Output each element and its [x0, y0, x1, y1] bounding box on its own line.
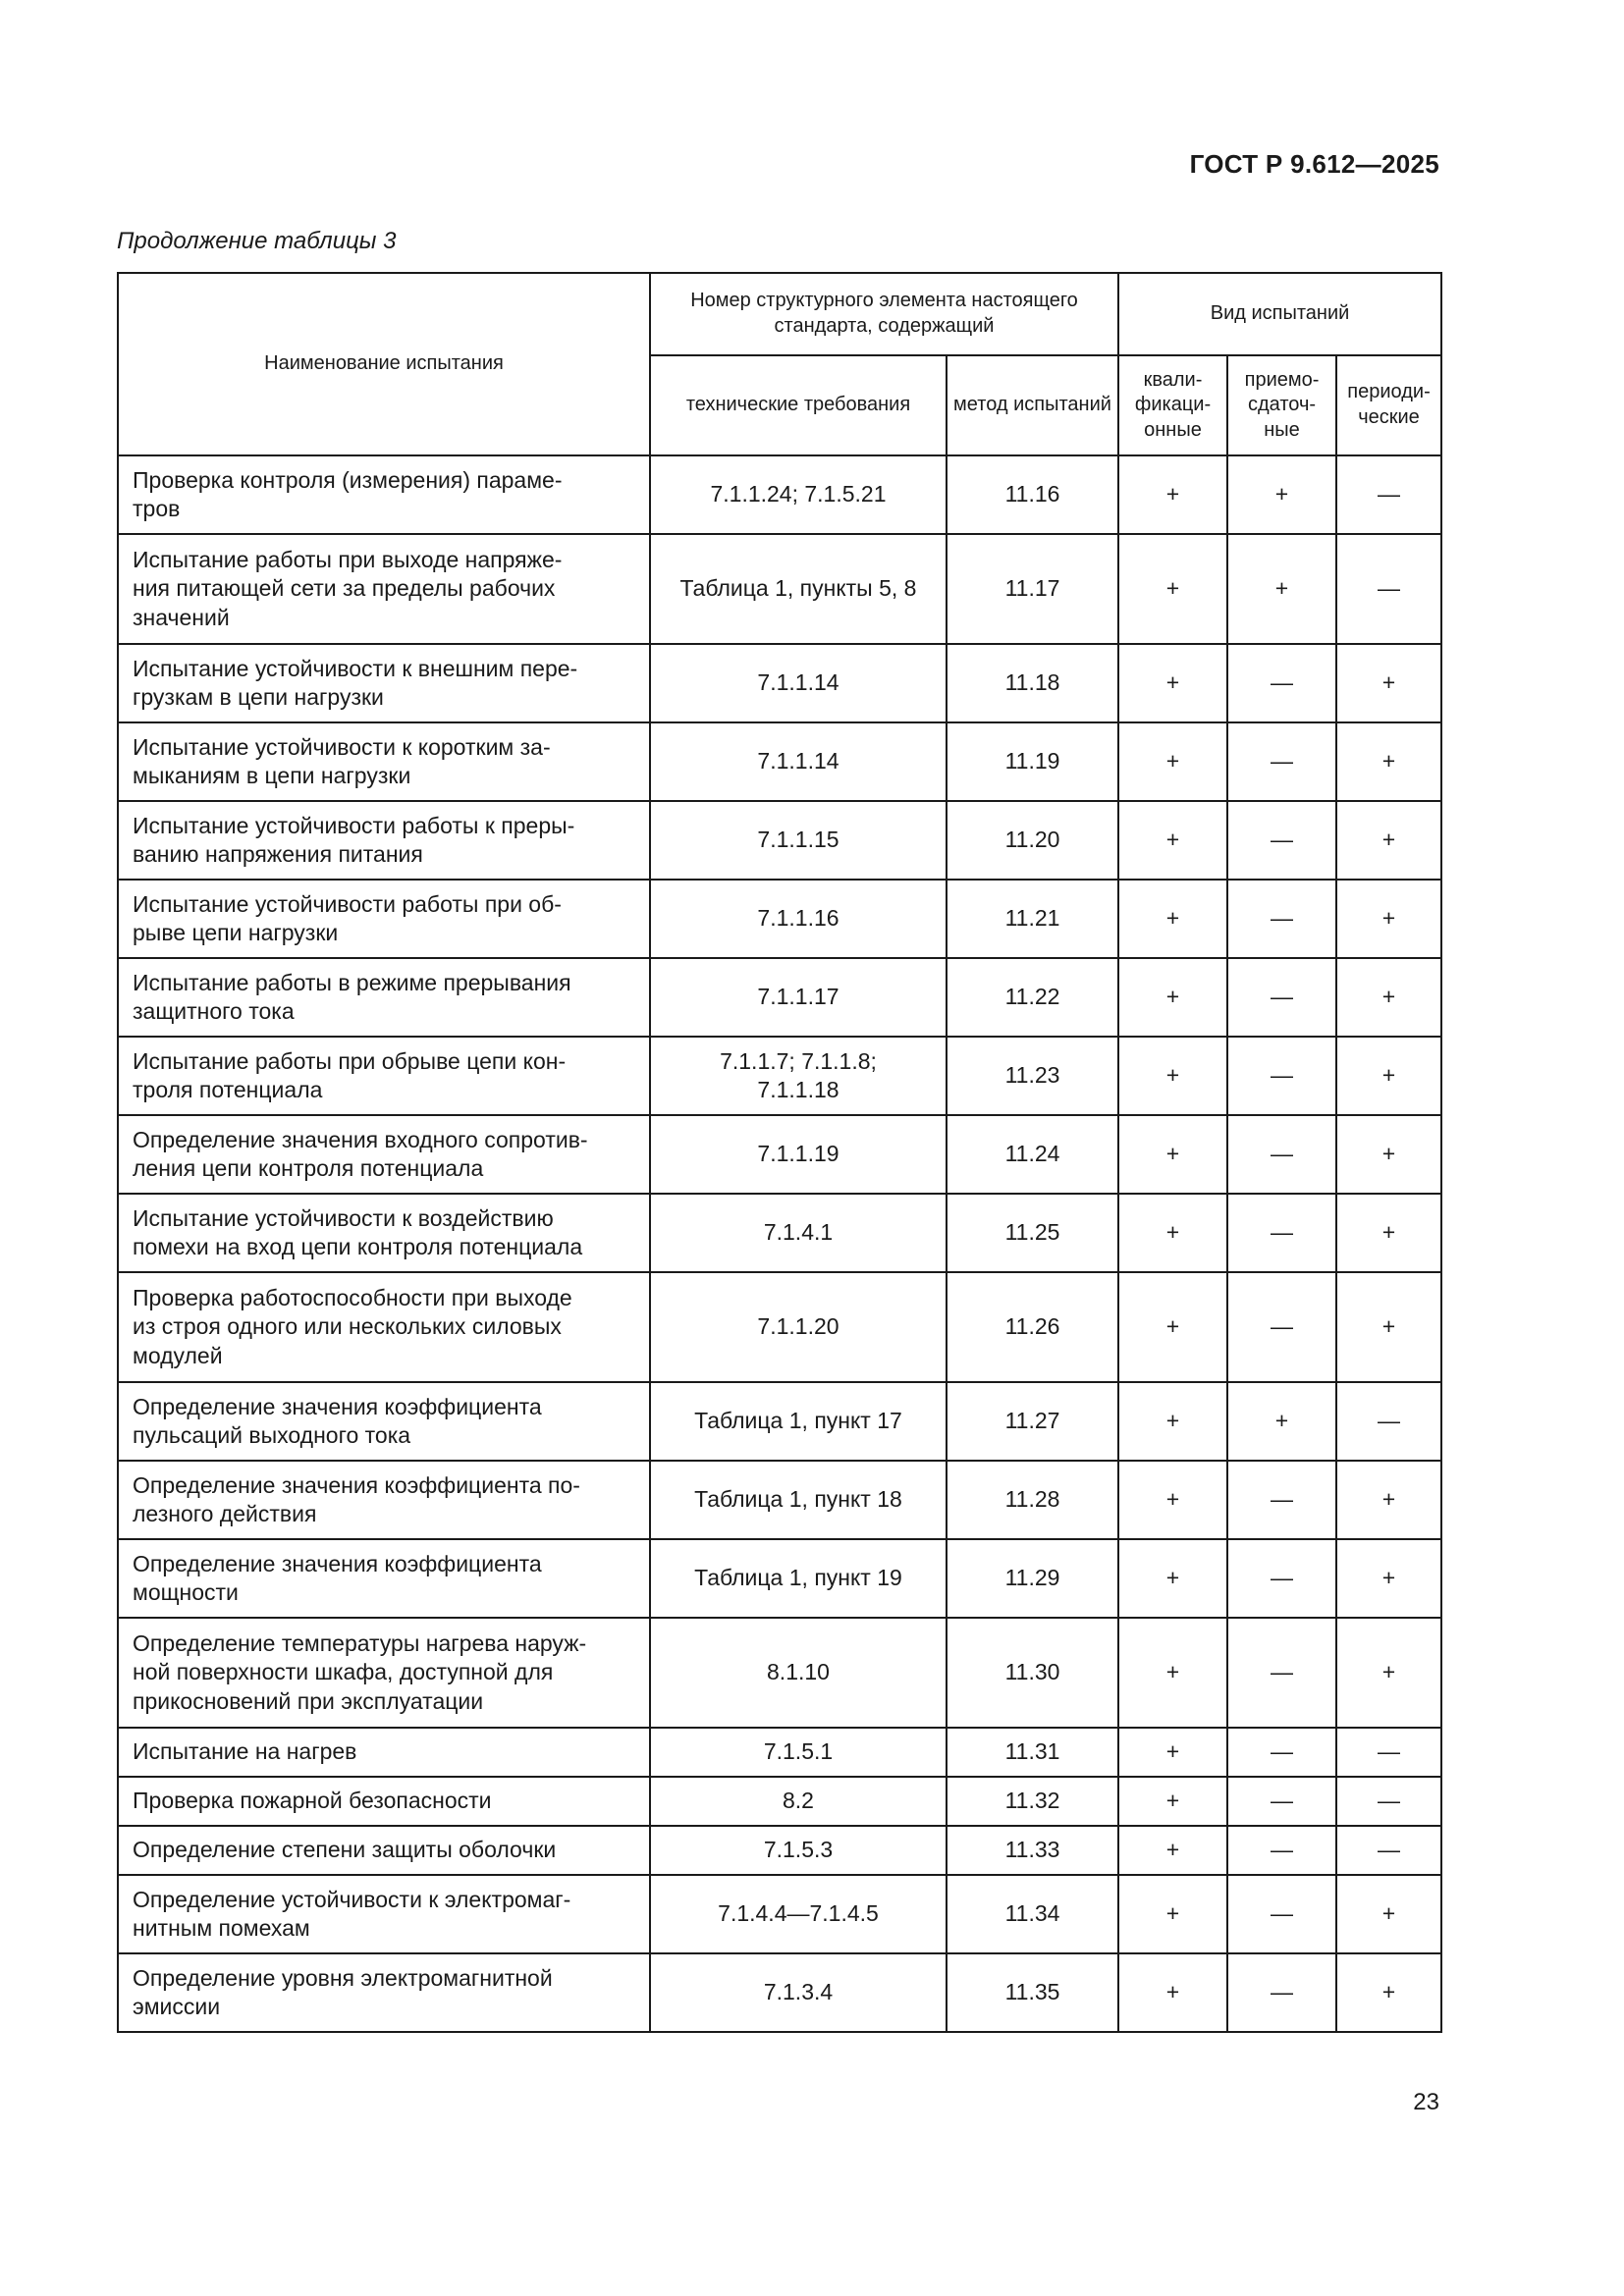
page-number: 23	[1413, 2089, 1439, 2115]
cell-periodic: +	[1336, 1037, 1441, 1115]
cell-qualification: +	[1118, 644, 1227, 722]
table-row	[118, 1461, 1441, 1539]
cell-technical-requirements: Таблица 1, пункты 5, 8	[650, 534, 947, 644]
cell-test-method: 11.17	[947, 534, 1118, 644]
cell-qualification: +	[1118, 1777, 1227, 1826]
table-row	[118, 801, 1441, 880]
cell-test-name: Определение уровня электромагнитной эмиссии	[118, 1953, 650, 2032]
head-test-method: метод испытаний	[947, 355, 1118, 455]
cell-test-name: Определение значения коэффициента пульсаций выходного тока	[118, 1382, 650, 1461]
table-caption: Продолжение таблицы 3	[117, 228, 397, 254]
cell-technical-requirements: 7.1.1.19	[650, 1115, 947, 1194]
table-row	[118, 1272, 1441, 1382]
cell-acceptance: —	[1227, 958, 1336, 1037]
cell-periodic: —	[1336, 1382, 1441, 1461]
cell-periodic: +	[1336, 880, 1441, 958]
cell-acceptance: —	[1227, 1875, 1336, 1953]
cell-test-method: 11.31	[947, 1728, 1118, 1777]
cell-periodic: +	[1336, 1539, 1441, 1618]
table-row	[118, 880, 1441, 958]
cell-qualification: +	[1118, 801, 1227, 880]
cell-periodic: +	[1336, 1194, 1441, 1272]
head-test-type: Вид испытаний	[1118, 273, 1441, 355]
cell-technical-requirements: 8.1.10	[650, 1618, 947, 1728]
cell-qualification: +	[1118, 1539, 1227, 1618]
cell-technical-requirements: 7.1.1.14	[650, 644, 947, 722]
cell-test-method: 11.33	[947, 1826, 1118, 1875]
cell-test-name: Испытание работы при обрыве цепи кон- троля потенциала	[118, 1037, 650, 1115]
cell-periodic: +	[1336, 1618, 1441, 1728]
cell-technical-requirements: 7.1.1.20	[650, 1272, 947, 1382]
cell-test-name: Определение значения коэффициента по- лезного действия	[118, 1461, 650, 1539]
cell-qualification: +	[1118, 1115, 1227, 1194]
cell-test-name: Испытание работы в режиме прерывания защитного тока	[118, 958, 650, 1037]
cell-acceptance: —	[1227, 1194, 1336, 1272]
cell-qualification: +	[1118, 1037, 1227, 1115]
cell-test-name: Испытание устойчивости к коротким за- мыканиям в цепи нагрузки	[118, 722, 650, 801]
cell-test-method: 11.35	[947, 1953, 1118, 2032]
cell-test-name: Испытание устойчивости работы при об- рыве цепи нагрузки	[118, 880, 650, 958]
cell-qualification: +	[1118, 534, 1227, 644]
table-row	[118, 1875, 1441, 1953]
cell-acceptance: —	[1227, 880, 1336, 958]
head-periodic: периоди- ческие	[1336, 355, 1441, 455]
cell-technical-requirements: 7.1.1.17	[650, 958, 947, 1037]
cell-periodic: +	[1336, 1272, 1441, 1382]
cell-technical-requirements: Таблица 1, пункт 18	[650, 1461, 947, 1539]
table-head	[118, 273, 1441, 455]
head-structural-element: Номер структурного элемента настоящего стандарта, содержащий	[650, 273, 1118, 355]
cell-test-name: Определение значения входного сопротив- ления цепи контроля потенциала	[118, 1115, 650, 1194]
cell-acceptance: —	[1227, 1461, 1336, 1539]
cell-periodic: +	[1336, 958, 1441, 1037]
cell-technical-requirements: Таблица 1, пункт 17	[650, 1382, 947, 1461]
cell-acceptance: —	[1227, 1728, 1336, 1777]
cell-test-method: 11.26	[947, 1272, 1118, 1382]
cell-test-method: 11.29	[947, 1539, 1118, 1618]
cell-technical-requirements: 7.1.1.16	[650, 880, 947, 958]
cell-test-method: 11.25	[947, 1194, 1118, 1272]
cell-test-name: Испытание устойчивости к воздействию помехи на вход цепи контроля потенциала	[118, 1194, 650, 1272]
cell-qualification: +	[1118, 880, 1227, 958]
cell-test-name: Испытание устойчивости работы к преры- ванию напряжения питания	[118, 801, 650, 880]
cell-periodic: —	[1336, 455, 1441, 534]
cell-acceptance: —	[1227, 722, 1336, 801]
cell-test-method: 11.32	[947, 1777, 1118, 1826]
cell-qualification: +	[1118, 1826, 1227, 1875]
cell-test-method: 11.22	[947, 958, 1118, 1037]
cell-test-method: 11.20	[947, 801, 1118, 880]
cell-qualification: +	[1118, 1953, 1227, 2032]
table-row	[118, 722, 1441, 801]
cell-technical-requirements: 8.2	[650, 1777, 947, 1826]
cell-technical-requirements: 7.1.5.1	[650, 1728, 947, 1777]
cell-test-name: Проверка контроля (измерения) параме- тров	[118, 455, 650, 534]
cell-periodic: +	[1336, 1875, 1441, 1953]
cell-test-method: 11.24	[947, 1115, 1118, 1194]
cell-test-method: 11.19	[947, 722, 1118, 801]
cell-test-method: 11.27	[947, 1382, 1118, 1461]
cell-periodic: —	[1336, 1826, 1441, 1875]
table-row	[118, 1728, 1441, 1777]
cell-qualification: +	[1118, 722, 1227, 801]
cell-test-name: Испытание устойчивости к внешним пере- грузкам в цепи нагрузки	[118, 644, 650, 722]
cell-qualification: +	[1118, 1272, 1227, 1382]
head-technical-requirements: технические требования	[650, 355, 947, 455]
cell-technical-requirements: 7.1.1.7; 7.1.1.8; 7.1.1.18	[650, 1037, 947, 1115]
cell-acceptance: —	[1227, 1539, 1336, 1618]
cell-technical-requirements: 7.1.1.14	[650, 722, 947, 801]
cell-periodic: +	[1336, 722, 1441, 801]
cell-acceptance: —	[1227, 801, 1336, 880]
table-row	[118, 1826, 1441, 1875]
cell-qualification: +	[1118, 958, 1227, 1037]
cell-qualification: +	[1118, 1728, 1227, 1777]
table-row	[118, 1037, 1441, 1115]
table-row	[118, 1618, 1441, 1728]
cell-technical-requirements: 7.1.1.15	[650, 801, 947, 880]
cell-test-method: 11.34	[947, 1875, 1118, 1953]
cell-qualification: +	[1118, 1382, 1227, 1461]
cell-test-method: 11.21	[947, 880, 1118, 958]
cell-test-name: Определение степени защиты оболочки	[118, 1826, 650, 1875]
table-row	[118, 1539, 1441, 1618]
cell-periodic: +	[1336, 644, 1441, 722]
cell-test-name: Определение значения коэффициента мощности	[118, 1539, 650, 1618]
cell-test-name: Определение устойчивости к электромаг- нитным помехам	[118, 1875, 650, 1953]
cell-test-method: 11.18	[947, 644, 1118, 722]
head-qualification: квали- фикаци- онные	[1118, 355, 1227, 455]
cell-test-method: 11.28	[947, 1461, 1118, 1539]
cell-test-name: Испытание на нагрев	[118, 1728, 650, 1777]
table-row	[118, 644, 1441, 722]
cell-test-name: Испытание работы при выходе напряже- ния питающей сети за пределы рабочих значений	[118, 534, 650, 644]
cell-acceptance: —	[1227, 1777, 1336, 1826]
table-row	[118, 1194, 1441, 1272]
cell-acceptance: +	[1227, 455, 1336, 534]
table-row	[118, 1115, 1441, 1194]
cell-qualification: +	[1118, 1461, 1227, 1539]
cell-periodic: +	[1336, 1115, 1441, 1194]
cell-periodic: —	[1336, 534, 1441, 644]
cell-acceptance: —	[1227, 644, 1336, 722]
cell-periodic: +	[1336, 801, 1441, 880]
cell-acceptance: —	[1227, 1618, 1336, 1728]
cell-qualification: +	[1118, 1618, 1227, 1728]
head-test-name: Наименование испытания	[118, 273, 650, 455]
cell-test-method: 11.16	[947, 455, 1118, 534]
cell-acceptance: —	[1227, 1115, 1336, 1194]
tests-table	[117, 272, 1442, 2033]
head-acceptance: приемо- сдаточ- ные	[1227, 355, 1336, 455]
cell-qualification: +	[1118, 1875, 1227, 1953]
cell-acceptance: —	[1227, 1953, 1336, 2032]
cell-acceptance: —	[1227, 1037, 1336, 1115]
cell-technical-requirements: 7.1.4.4—7.1.4.5	[650, 1875, 947, 1953]
table-row	[118, 1777, 1441, 1826]
cell-test-name: Проверка пожарной безопасности	[118, 1777, 650, 1826]
cell-test-name: Определение температуры нагрева наруж- ной поверхности шкафа, доступной для прикосновений при эксплуатации	[118, 1618, 650, 1728]
cell-qualification: +	[1118, 1194, 1227, 1272]
cell-periodic: +	[1336, 1953, 1441, 2032]
cell-test-name: Проверка работоспособности при выходе из строя одного или нескольких силовых модулей	[118, 1272, 650, 1382]
cell-acceptance: —	[1227, 1272, 1336, 1382]
table-row	[118, 1953, 1441, 2032]
cell-technical-requirements: 7.1.1.24; 7.1.5.21	[650, 455, 947, 534]
cell-periodic: —	[1336, 1728, 1441, 1777]
standard-code: ГОСТ Р 9.612—2025	[1189, 149, 1439, 179]
cell-technical-requirements: 7.1.3.4	[650, 1953, 947, 2032]
cell-periodic: —	[1336, 1777, 1441, 1826]
cell-acceptance: +	[1227, 534, 1336, 644]
cell-technical-requirements: 7.1.4.1	[650, 1194, 947, 1272]
cell-test-method: 11.23	[947, 1037, 1118, 1115]
table-row	[118, 958, 1441, 1037]
cell-acceptance: —	[1227, 1826, 1336, 1875]
table-row	[118, 455, 1441, 534]
table-row	[118, 534, 1441, 644]
cell-qualification: +	[1118, 455, 1227, 534]
cell-acceptance: +	[1227, 1382, 1336, 1461]
cell-technical-requirements: 7.1.5.3	[650, 1826, 947, 1875]
table-row	[118, 1382, 1441, 1461]
cell-periodic: +	[1336, 1461, 1441, 1539]
cell-technical-requirements: Таблица 1, пункт 19	[650, 1539, 947, 1618]
table-body	[118, 455, 1441, 2032]
cell-test-method: 11.30	[947, 1618, 1118, 1728]
